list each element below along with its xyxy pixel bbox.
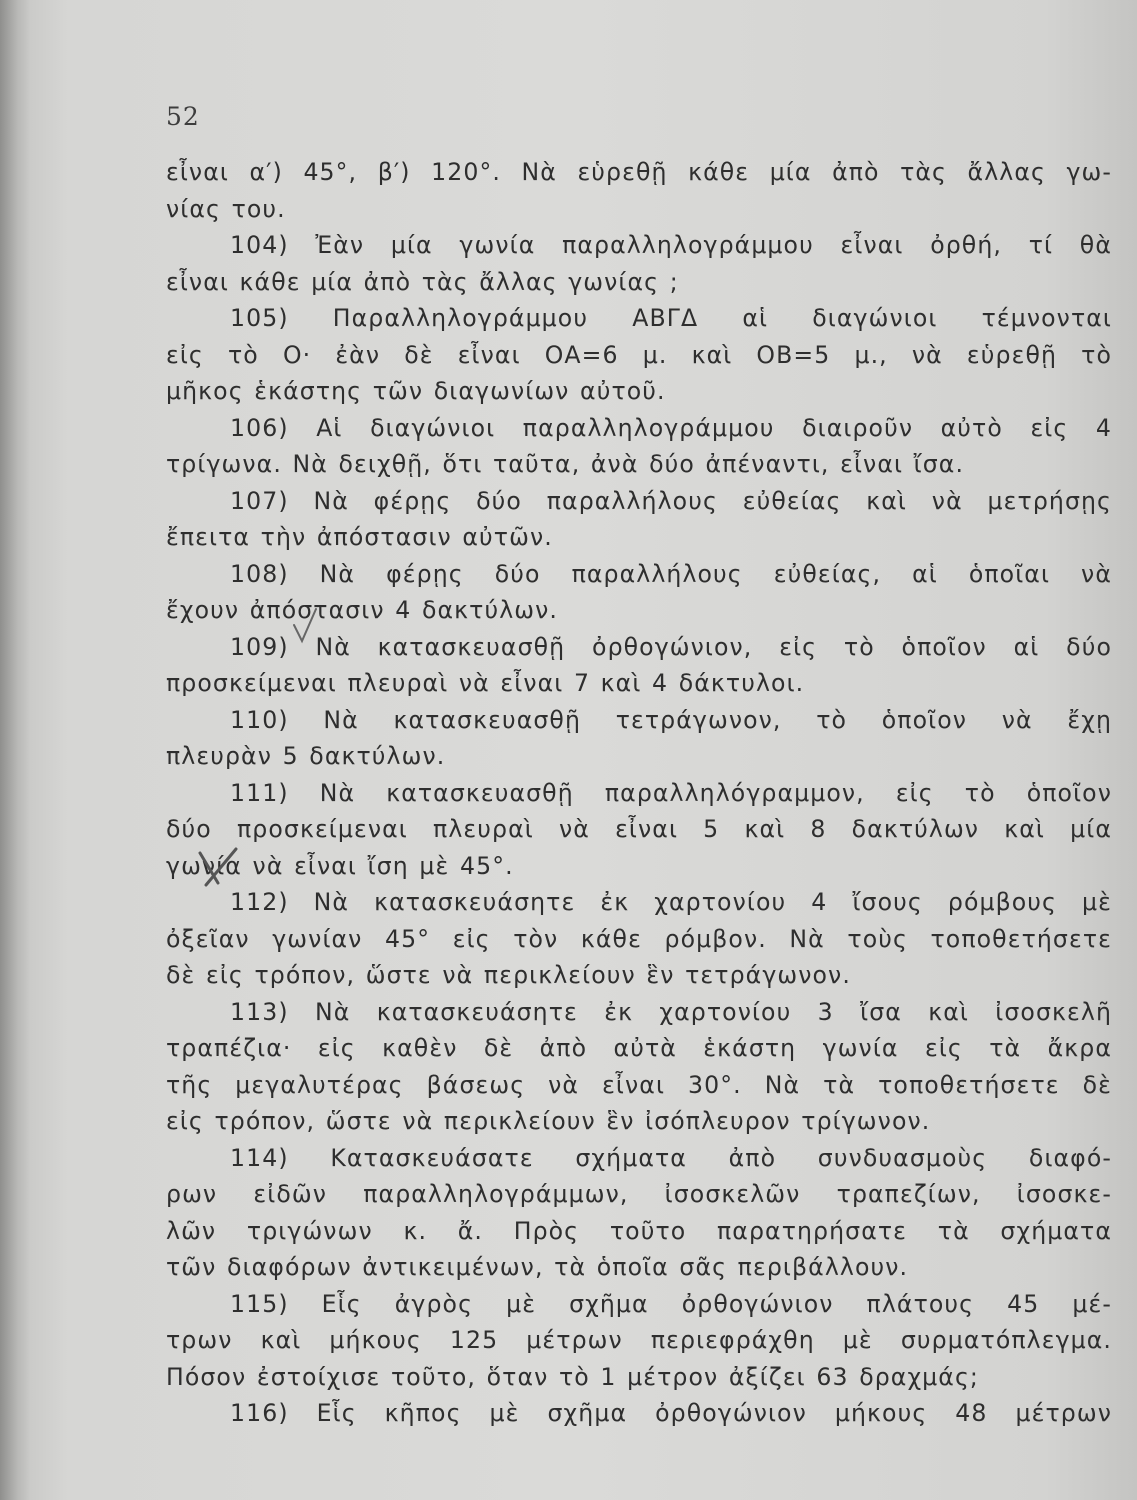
text-line: τῶν διαφόρων ἀντικειμένων, τὰ ὁποῖα σᾶς περιβάλλουν.	[166, 1253, 909, 1281]
text-line: τραπέζια· εἰς καθὲν δὲ ἀπὸ αὐτὰ ἑκάστη γωνία εἰς τὰ ἄκρα	[166, 1034, 1112, 1062]
text-line: νίας του.	[166, 194, 286, 223]
text-line: εἰς τρόπον, ὥστε νὰ περικλείουν ἓν ἰσόπλευρον τρίγωνον.	[166, 1107, 931, 1135]
text-line: εἰς τὸ Ο· ἐὰν δὲ εἶναι ΟΑ=6 μ. καὶ ΟΒ=5 μ., νὰ εὑρεθῇ τὸ	[166, 340, 1112, 369]
text-line: 114) Κατασκευάσατε σχήματα ἀπὸ συνδυασμοὺς διαφό-	[230, 1143, 1112, 1172]
text-line: Πόσον ἐστοίχισε τοῦτο, ὅταν τὸ 1 μέτρον ἀξίζει 63 δραχμάς;	[166, 1362, 979, 1391]
text-line: 106) Αἱ διαγώνιοι παραλληλογράμμου διαιροῦν αὐτὸ εἰς 4	[230, 413, 1112, 442]
text-line: 110) Νὰ κατασκευασθῇ τετράγωνον, τὸ ὁποῖον νὰ ἔχῃ	[230, 705, 1112, 734]
text-line: 115) Εἷς ἀγρὸς μὲ σχῆμα ὀρθογώνιον πλάτους 45 μέ-	[230, 1289, 1112, 1318]
text-line: δύο προσκείμεναι πλευραὶ νὰ εἶναι 5 καὶ 8 δακτύλων καὶ μία	[166, 815, 1112, 843]
text-line: 105) Παραλληλογράμμου ΑΒΓΔ αἱ διαγώνιοι τέμνονται	[230, 304, 1112, 332]
text-line: λῶν τριγώνων κ. ἄ. Πρὸς τοῦτο παρατηρήσατε τὰ σχήματα	[166, 1216, 1112, 1245]
text-line: τῆς μεγαλυτέρας βάσεως νὰ εἶναι 30°. Νὰ τὰ τοποθετήσετε δὲ	[166, 1070, 1112, 1099]
text-line: ἔχουν ἀπόστασιν 4 δακτύλων.	[166, 596, 559, 624]
text-line: εἶναι α′) 45°, β′) 120°. Νὰ εὑρεθῇ κάθε μία ἀπὸ τὰς ἄλλας γω-	[166, 158, 1112, 186]
text-line: 116) Εἷς κῆπος μὲ σχῆμα ὀρθογώνιον μήκους 48 μέτρων	[230, 1399, 1112, 1427]
text-line: 107) Νὰ φέρῃς δύο παραλλήλους εὐθείας καὶ νὰ μετρήσῃς	[230, 486, 1112, 515]
page-number: 52	[166, 102, 200, 131]
text-line: μῆκος ἑκάστης τῶν διαγωνίων αὐτοῦ.	[166, 377, 666, 405]
page-binding-shadow	[0, 0, 30, 1500]
pencil-tick-icon	[290, 605, 320, 645]
pencil-checkmark-icon	[196, 845, 240, 889]
text-line: 113) Νὰ κατασκευάσητε ἐκ χαρτονίου 3 ἴσα καὶ ἰσοσκελῆ	[230, 997, 1112, 1026]
text-line: πλευρὰν 5 δακτύλων.	[166, 742, 446, 770]
text-line: 109) Νὰ κατασκευασθῇ ὀρθογώνιον, εἰς τὸ ὁποῖον αἱ δύο	[230, 632, 1112, 661]
text-line: τρίγωνα. Νὰ δειχθῇ, ὅτι ταῦτα, ἀνὰ δύο ἀπέναντι, εἶναι ἴσα.	[166, 450, 965, 478]
text-line: 104) Ἐὰν μία γωνία παραλληλογράμμου εἶναι ὀρθή, τί θὰ	[230, 231, 1112, 259]
text-line: 111) Νὰ κατασκευασθῇ παραλληλόγραμμον, εἰς τὸ ὁποῖον	[230, 778, 1112, 807]
text-line: 108) Νὰ φέρῃς δύο παραλλήλους εὐθείας, αἱ ὁποῖαι νὰ	[230, 559, 1112, 588]
text-line: ἔπειτα τὴν ἀπόστασιν αὐτῶν.	[166, 523, 553, 551]
text-line: γωνία νὰ εἶναι ἴση μὲ 45°.	[166, 851, 514, 880]
text-line: 112) Νὰ κατασκευάσητε ἐκ χαρτονίου 4 ἴσους ρόμβους μὲ	[230, 888, 1112, 916]
text-line: ὀξεῖαν γωνίαν 45° εἰς τὸν κάθε ρόμβον. Νὰ τοὺς τοποθετήσετε	[166, 924, 1112, 953]
text-line: ρων εἰδῶν παραλληλογράμμων, ἰσοσκελῶν τραπεζίων, ἰσοσκε-	[166, 1180, 1112, 1208]
text-line: εἶναι κάθε μία ἀπὸ τὰς ἄλλας γωνίας ;	[166, 267, 679, 296]
text-line: προσκείμεναι πλευραὶ νὰ εἶναι 7 καὶ 4 δάκτυλοι.	[166, 669, 805, 697]
text-line: δὲ εἰς τρόπον, ὥστε νὰ περικλείουν ἓν τετράγωνον.	[166, 961, 851, 989]
exercise-text-block	[166, 154, 1112, 1432]
text-line: τρων καὶ μήκους 125 μέτρων περιεφράχθη μὲ συρματόπλεγμα.	[166, 1326, 1112, 1354]
